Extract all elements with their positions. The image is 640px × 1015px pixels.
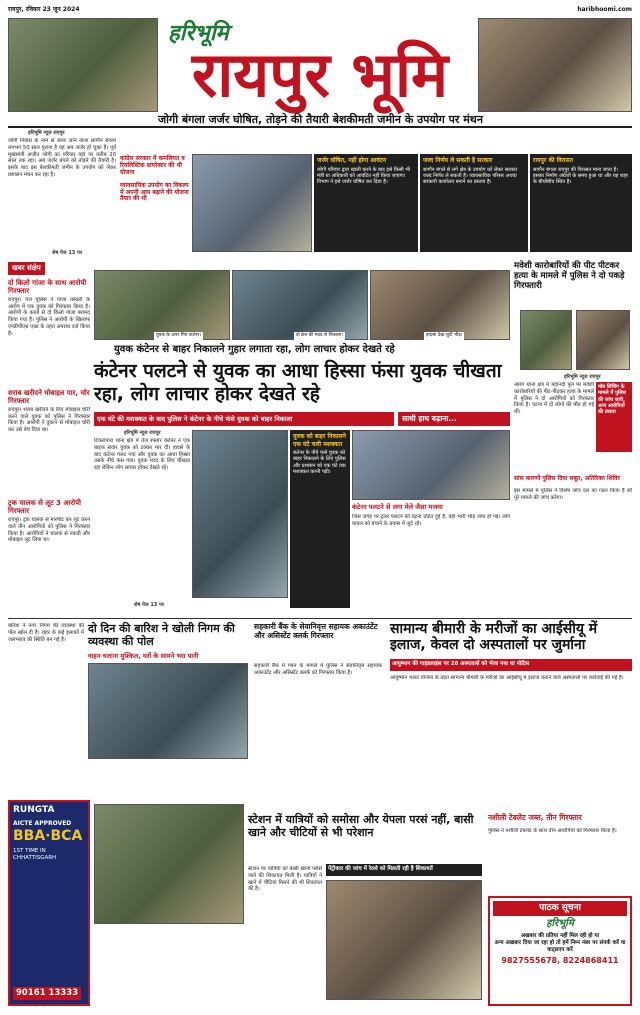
right-byline: हरिभूमि न्यूज रायपुर	[564, 374, 601, 380]
date-line: रायपुर, रविवार 23 जून 2024	[8, 6, 80, 13]
lead-panel-1-text: जोगी परिवार द्वारा खाली करने के बाद इसे किसी भी मंत्री या अधिकारी को आवंटित नहीं किया जाएगा। विभाग ने इसे जर्जर घोषित कर दिया है।	[317, 166, 411, 185]
lead-panel-3	[530, 154, 632, 252]
container-photo-main	[192, 430, 288, 598]
brief-2-title: शराब खरीदने मोबाइल पार, चोर गिरफ्तार	[8, 388, 90, 405]
lead-panel-1	[314, 154, 418, 252]
rungta-tag: AICTE APPROVED	[13, 820, 72, 828]
lead-byline: हरिभूमि न्यूज रायपुर	[28, 130, 65, 136]
container-top-caption: युवक कंटेनर से बाहर निकालने गुहार लगाता रहा, लोग लाचार होकर देखते रहे	[114, 344, 395, 355]
right-photo-1	[520, 310, 572, 370]
rungta-ad[interactable]	[8, 800, 90, 1006]
reader-notice-line2: अन्य अखबार दिया जा रहा हो तो हमें निम्न नंबर पर संपर्क करें या वाट्सएप करें	[494, 939, 626, 953]
masthead-photo-right	[478, 18, 632, 112]
rain-strap: वाहन चलाना मुश्किल, घरों के सामने भरा पानी	[88, 652, 199, 660]
container-photo-3	[370, 270, 510, 340]
bank-headline: सहकारी बैंक के सेवानिवृत्त सहायक अकाउंटेंट और असिस्टेंट क्लर्क गिरफ्तार	[254, 622, 378, 640]
icu-headline: सामान्य बीमारी के मरीजों का आईसीयू में इलाज, केवल दो अस्पतालों पर जुर्माना	[390, 621, 598, 654]
right-callout: मॉब लिंचिंग के मामले में पुलिस की जांच जारी, अन्य आरोपियों की तलाश	[596, 382, 632, 452]
brief-3-title: ट्रक चालक से लूट 3 आरोपी गिरफ्तार	[8, 498, 81, 515]
container-story	[94, 262, 510, 614]
left-column	[8, 262, 90, 612]
container-photo-2	[232, 270, 368, 340]
lead-section	[8, 130, 632, 258]
brand-name: हरिभूमि	[168, 20, 229, 46]
station-photo	[326, 880, 482, 1000]
container-body: टिकरापारा थाना क्षेत्र में तेज रफ्तार कंटेनर ने एक बाइक सवार युवक को टक्कर मार दी। हादसे के बाद कंटेनर पलट गया और युवक का आधा हिस्सा उसके नीचे फंस गया। युवक मदद के लिए चीखता रहा लेकिन लोग लाचार होकर देखते रहे।	[94, 438, 190, 471]
right-body: आरंग थाना क्षेत्र में महानदी पुल पर मवेशी कारोबारियों की पीट-पीटकर हत्या के मामले में पुलिस ने दो आरोपियों को गिरफ्तार किया है। घटना में दो लोगों की मौत हो गई थी।	[514, 382, 594, 415]
side-box-title: युवक को बाहर निकालने एक घंटे चली मशक्कत	[293, 433, 346, 448]
station-text: स्टेशन पर यात्रियों को बासी खाना परोसे जाने की शिकायत मिली है। यात्रियों ने खाने में चीटियां मिलने की भी शिकायत की है।	[248, 866, 322, 893]
bank-text: सहकारी बैंक में गबन के मामले में पुलिस ने सेवानिवृत्त सहायक अकाउंटेंट और असिस्टेंट क्लर्क को गिरफ्तार किया है।	[254, 663, 382, 676]
right-headline: मवेशी कारोबारियों की पीट पीटकर हत्या के मामले में पुलिस ने दो पकड़े गिरफ्तारी	[514, 261, 625, 291]
lead-continued: शेष पेज 13 पर	[52, 250, 82, 256]
photo-caption-1: युवक के ऊपर गिरा कंटेनर।	[156, 333, 202, 338]
masthead-photo-left	[8, 18, 158, 112]
website[interactable]: haribhoomi.com	[577, 6, 632, 13]
top-bar	[8, 6, 632, 16]
container-photo-1	[94, 270, 230, 340]
briefs-label: खबर संक्षेप	[8, 262, 45, 275]
side-box-text: कंटेनर के नीचे फंसे युवक को बाहर निकालने के लिए पुलिस और प्रशासन को एक घंटे तक मशक्कत करनी पड़ी।	[293, 450, 346, 475]
masthead	[8, 16, 632, 128]
lead-panel-2	[420, 154, 528, 252]
right-photo-2	[576, 310, 630, 370]
rungta-brand: RUNGTA	[13, 805, 55, 815]
brief-1-text: रायपुर। गंज पुलिस ने गांजा तस्करी के आरोप में एक युवक को गिरफ्तार किया है। आरोपी के कब्जे से दो किलो गांजा बरामद किया गया है। पुलिस ने आरोपी के खिलाफ एनडीपीएस एक्ट के तहत अपराध दर्ज किया है।	[8, 296, 90, 337]
container-strap: एक घंटे की मशक्कत के बाद पुलिस ने कंटेनर के नीचे फंसे युवक को बाहर निकाला	[94, 412, 394, 426]
reader-notice-phones: 9827555678, 8224868411	[501, 956, 619, 966]
rain-left-text: बारिश ने नगर निगम की व्यवस्था की पोल खोल दी है। शहर के कई इलाकों में जलभराव की स्थिति बन गई है।	[8, 623, 84, 643]
brief-1-title: दो किलो गांजा के साथ आरोपी गिरफ्तार	[8, 278, 87, 295]
lead-body: जोगी निवास के नाम से जाना जाने वाला सागौन बंगला लगभग 50 साल पुराना है यह अब जर्जर हो चुका है। पूर्व मुख्यमंत्री अजीत जोगी का परिवार यहां पर करीब 20 साल तक रहा। अब जर्जर बंगले को तोड़ने की तैयारी है। इसके बाद इस बेशकीमती जमीन के उपयोग को लेकर प्रशासन मंथन कर रहा है।	[8, 138, 116, 178]
station-headline: स्टेशन में यात्रियों को समोसा और येपला परसं नहीं, बासी खाने और चीटियों से भी परेशान	[248, 813, 474, 839]
ayushman-strip: आयुष्मान की गाइडलाइंस पर 28 अस्पतालों को भेजा गया था नोटिस	[390, 659, 632, 671]
reader-notice-ad[interactable]	[488, 896, 632, 1006]
rain-headline: दो दिन की बारिश ने खोली निगम की व्यवस्था की पोल	[88, 622, 235, 648]
brief-3-text: रायपुर। ट्रक चालक से मारपीट कर लूट करने वाले तीन आरोपियों को पुलिस ने गिरफ्तार किया है। आरोपियों ने चालक से नकदी और मोबाइल लूट लिया था।	[8, 517, 90, 544]
sathi-label: साथी हाथ बढ़ाना...	[398, 412, 510, 426]
reader-notice-title: पाठक सूचना	[493, 901, 627, 916]
container-side-box	[290, 430, 350, 608]
lead-panel-3-title: रायपुर की विरासत	[533, 157, 574, 164]
tablet-headline: नशीली टेबलेट जब्त, तीन गिरफ्तार	[488, 813, 582, 822]
lead-photo	[192, 154, 312, 252]
lead-bullet-1: कांग्रेस सरकार में कमलियत व रियलिस्टिक डायरेक्टर की थी योजना	[120, 155, 185, 176]
reader-notice-brand: हरिभूमि	[546, 918, 574, 930]
lead-headline: जोगी बंगला जर्जर घोषित, तोड़ने की तैयारी बेशकीमती जमीन के उपयोग पर मंथन	[158, 113, 483, 126]
brief-2-text: रायपुर। शराब खरीदने के लिए मोबाइल चोरी करने वाले युवक को पुलिस ने गिरफ्तार किया है। आरोपी ने दुकान से मोबाइल चोरी कर उसे बेच दिया था।	[8, 406, 90, 434]
rain-photo	[88, 663, 248, 759]
sathi-title: कंटेनर पलटने से लगा मेले जैसा मजमा	[352, 503, 443, 511]
pantry-box: पेंट्रीकार की जांच में रेलवे को मिलती रही है शिकायतें	[326, 864, 482, 876]
bottom-left-photo	[94, 804, 244, 924]
lead-bullet-2: व्यावसायिक उपयोग का विकल्प में अपनी आय बढ़ाने की योजना तैयार की थी	[120, 181, 189, 203]
tablet-text: पुलिस ने नशीली टेबलेट के साथ तीन आरोपियों को गिरफ्तार किया है।	[488, 828, 617, 834]
lead-panel-2-text: सागौन बंगले से लगे क्षेत्र के उपयोग को लेकर सरकार जल्द निर्णय ले सकती है। व्यावसायिक परिसर अथवा सरकारी कार्यालय बनाने का प्रस्ताव है।	[423, 166, 518, 185]
middle-row	[8, 618, 632, 798]
rungta-phone: 90161 13333	[13, 987, 81, 1000]
lead-panel-3-text: सागौन बंगला रायपुर की विरासत माना जाता है। इसका निर्माण अंग्रेजों के समय हुआ था और यह शहर के बीचोंबीच स्थित है।	[533, 166, 629, 185]
photo-caption-2: दो क्रेन की मदद से निकाला।	[296, 333, 343, 338]
container-continued: शेष पेज 13 पर	[134, 602, 164, 608]
sathi-photo	[352, 430, 510, 500]
page-title: रायपुर भूमि	[191, 38, 449, 111]
right-story	[514, 262, 632, 614]
bottom-row	[8, 800, 632, 1010]
rungta-line: 1ST TIME IN CHHATTISGARH	[13, 848, 57, 862]
reader-notice-line1: अखबार की प्रतिया नहीं मिल रही हो या	[520, 932, 600, 939]
right-sub-text: इस मामले में पुलिस ने विशेष जांच दल का गठन किया है जो पूरे मामले की जांच करेगा।	[514, 488, 632, 501]
icu-text: आयुष्मान भारत योजना के तहत सामान्य बीमारी के मरीजों का आईसीयू में इलाज कराने वाले अस्पतालों पर कार्रवाई की गई है।	[390, 675, 624, 681]
lead-bullets	[120, 156, 190, 250]
lead-panel-2-title: जल्द निर्णय ले सकती है सरकार	[423, 157, 493, 164]
right-sub-title: सांस कारणों पुलिस दिया सबूत, अतिरिक्त शिविर	[514, 475, 620, 482]
container-byline: हरिभूमि न्यूज रायपुर	[124, 430, 161, 436]
photo-caption-3: हादसा देख जुटी भीड़।	[426, 333, 463, 338]
lead-panel-1-title: जर्जर घोषित, नहीं होगा आवंटन	[317, 157, 387, 164]
sathi-text: जिस जगह पर ट्रेलर पलटने की घटना घटित हुई है, वहां भारी भीड़ जमा हो गई। लोग घायल को बचाने के प्रयास में जुटे रहे।	[352, 514, 510, 527]
container-headline: कंटेनर पलटने से युवक का आधा हिस्सा फंसा युवक चीखता रहा, लोग लाचार होकर देखते रहे	[94, 360, 502, 406]
rungta-course: BBA·BCA	[13, 827, 83, 844]
